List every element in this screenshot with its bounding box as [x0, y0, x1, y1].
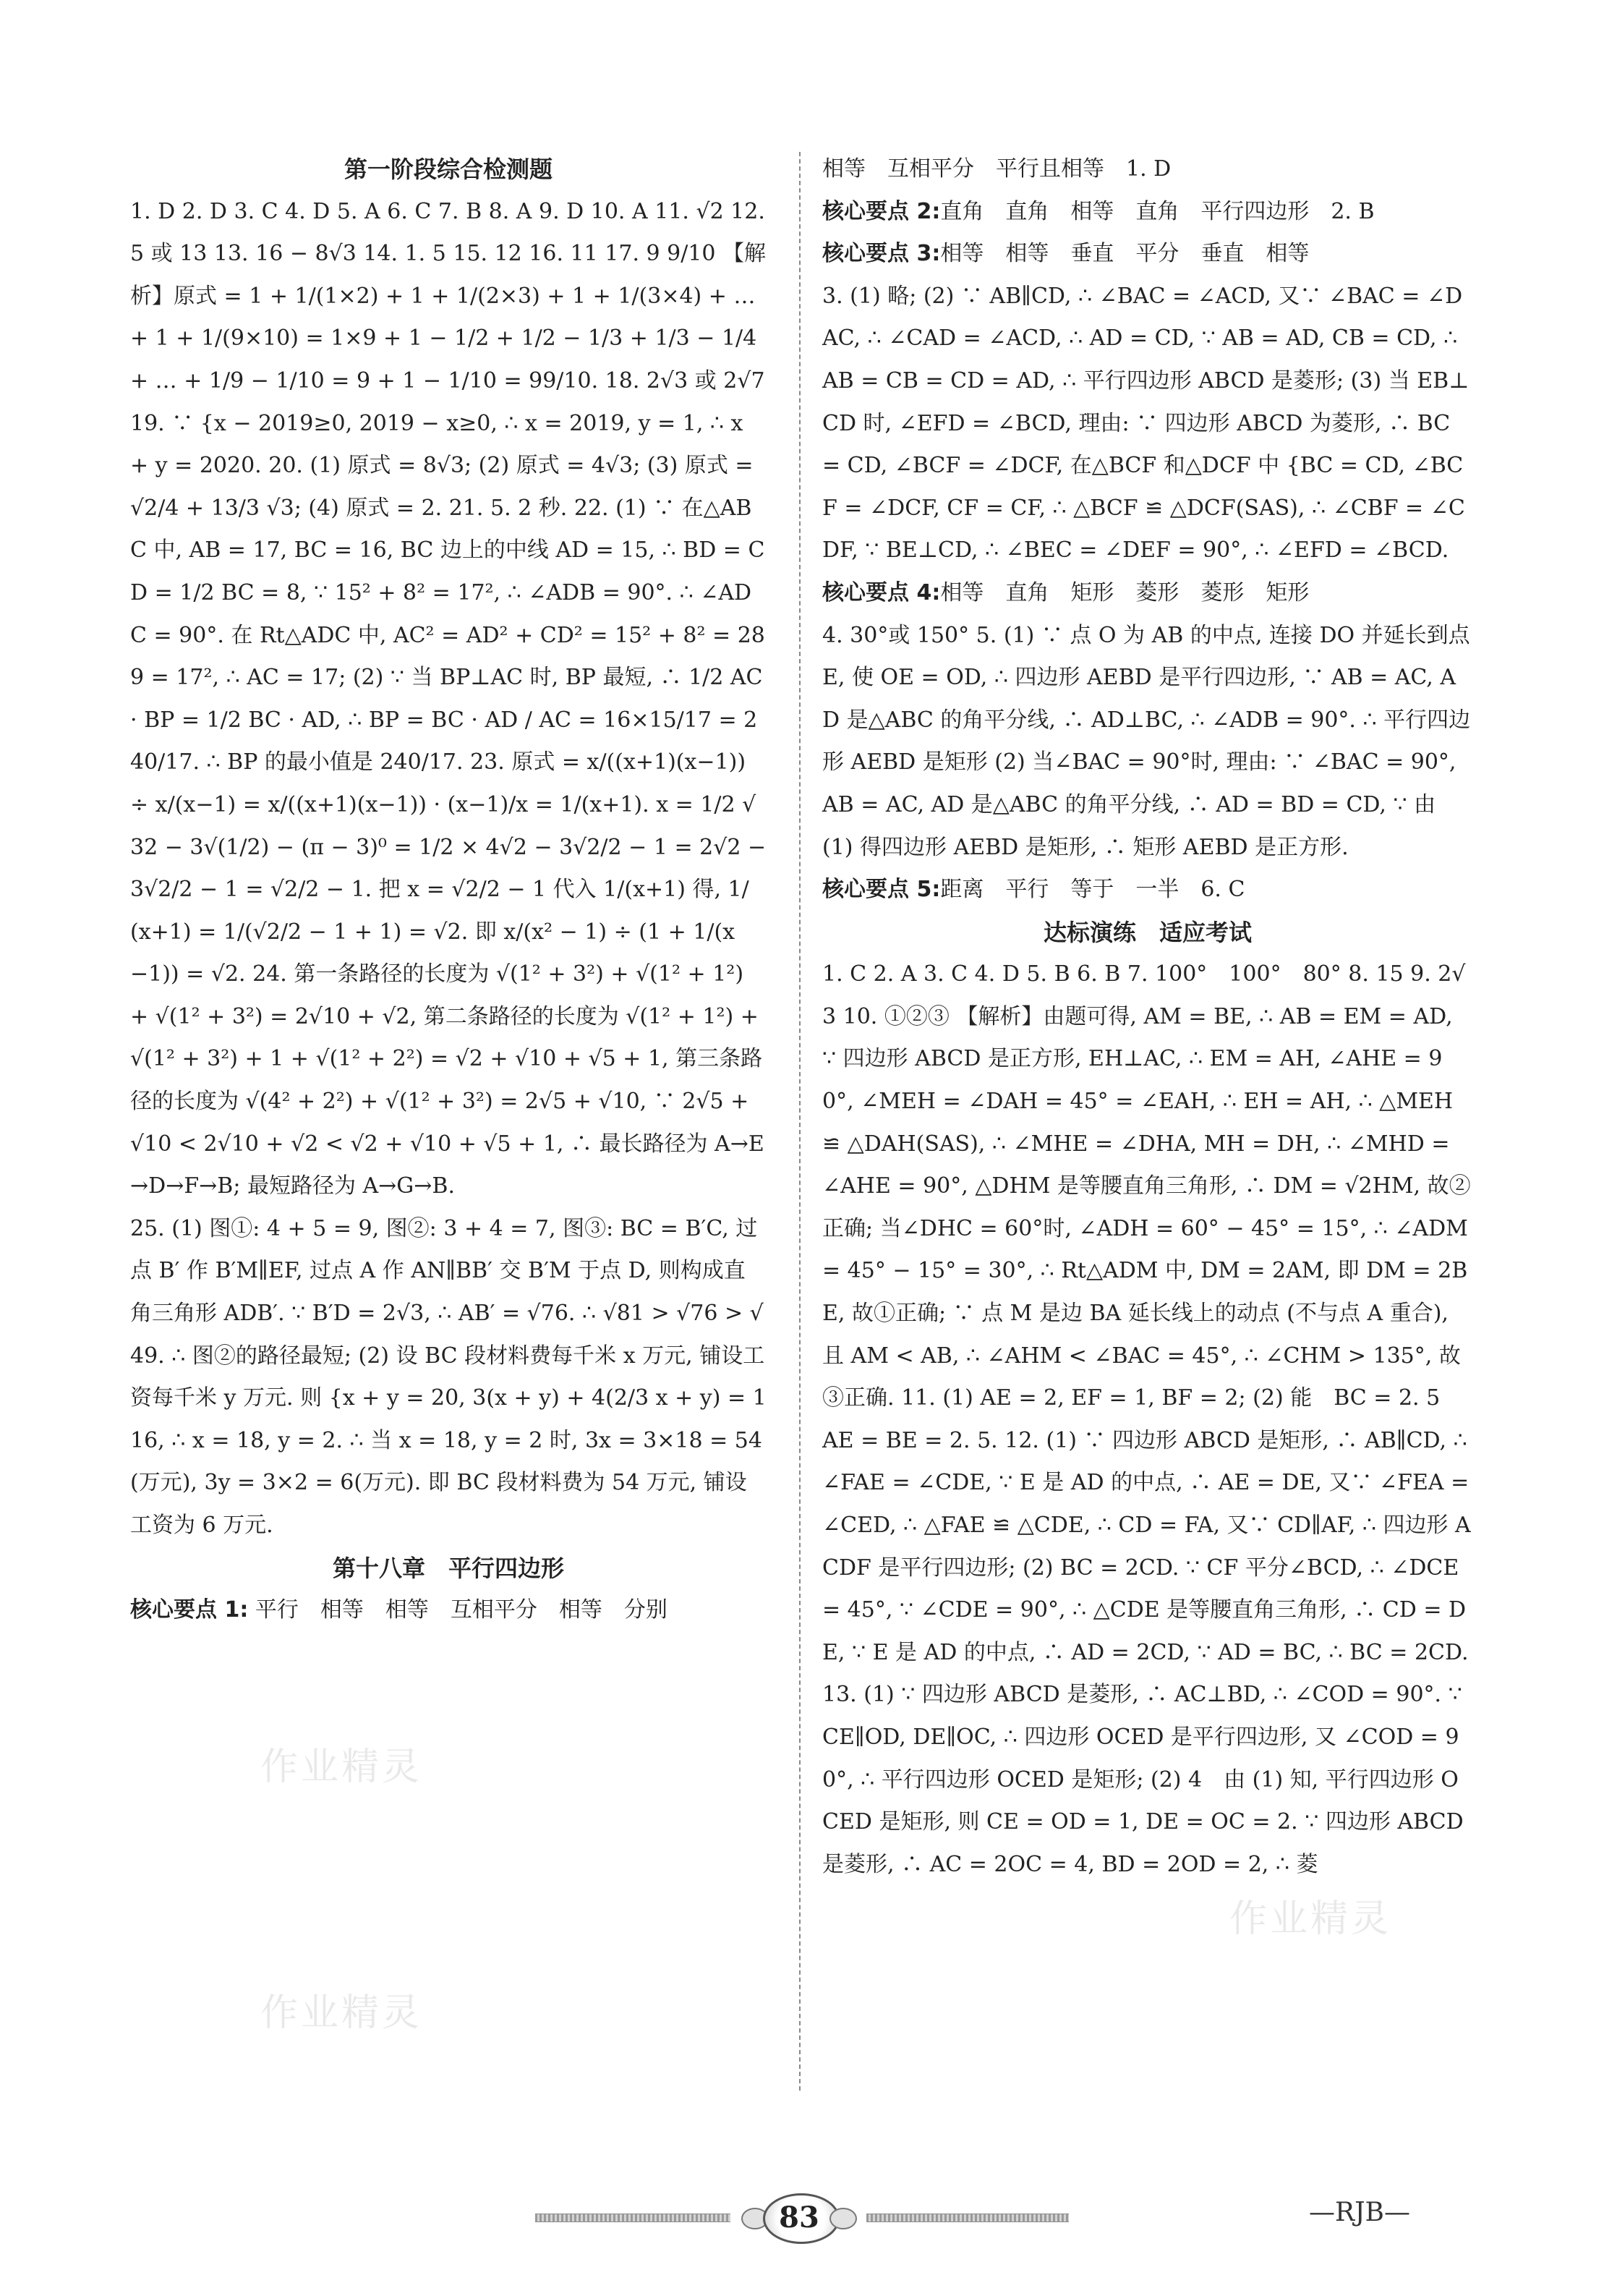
section-title-stage-one-test: 第一阶段综合检测题: [344, 156, 553, 183]
key-point-3-label: 核心要点 3:: [822, 241, 941, 267]
key-point-2-text: 直角 直角 相等 直角 平行四边形 2. B: [940, 198, 1375, 224]
left-column: [130, 148, 767, 1632]
key-point-1-continued: 相等 互相平分 平行且相等 1. D: [822, 156, 1172, 182]
key-point-3: [822, 233, 1473, 276]
footer-band-left: [535, 2214, 730, 2222]
key-point-3-text: 相等 相等 垂直 平分 垂直 相等: [940, 241, 1310, 267]
key-point-1: [130, 1589, 767, 1632]
page-number: 83: [779, 2200, 819, 2235]
footer-band-right: [866, 2214, 1069, 2222]
key-point-5-label: 核心要点 5:: [822, 877, 941, 903]
section-title-chapter-18: 第十八章 平行四边形: [332, 1554, 564, 1582]
watermark-upper-left: 作业精灵: [260, 1746, 423, 1789]
key-point-1-text: 平行 相等 相等 互相平分 相等 分别: [255, 1597, 667, 1623]
watermark-lower-right: 作业精灵: [1229, 1897, 1392, 1941]
section-title-practice: 达标演练 适应考试: [1043, 918, 1252, 946]
key-point-5: [822, 869, 1473, 911]
key-point-1-label: 核心要点 1:: [130, 1597, 249, 1623]
right-column: [822, 148, 1473, 1886]
stage-one-answers-part1: 1. D 2. D 3. C 4. D 5. A 6. C 7. B 8. A 9. D 10. A 11. √2 12. 5 或 13 13. 16 − 8√3 14. 1. 5 15. 12 16. 11 17. 9 9/10 【解析】原式 = 1 + 1/(1×2) + 1 + 1/(2×3) + 1 + 1/(3×4) + … + 1 + 1/(9×10) = 1×9 + 1 − 1/2 + 1/2 − 1/3 + 1/3 − 1/4 + … + 1/9 − 1/10 = 9 + 1 − 1/10 = 99/10. 18. 2√3 或 2√7 19. ∵ {x − 2019≥0, 2019 − x≥0, ∴ x = 2019, y = 1, ∴ x + y = 2020. 20. (1) 原式 = 8√3; (2) 原式 = 4√3; (3) 原式 = √2/4 + 13/3 √3; (4) 原式 = 2. 21. 5. 2 秒. 22. (1) ∵ 在△ABC 中, AB = 17, BC = 16, BC 边上的中线 AD = 15, ∴ BD = CD = 1/2 BC = 8, ∵ 15² + 8² = 17², ∴ ∠ADB = 90°. ∴ ∠ADC = 90°. 在 Rt△ADC 中, AC² = AD² + CD² = 15² + 8² = 289 = 17², ∴ AC = 17; (2) ∵ 当 BP⊥AC 时, BP 最短, ∴ 1/2 AC · BP = 1/2 BC · AD, ∴ BP = BC · AD / AC = 16×15/17 = 240/17. ∴ BP 的最小值是 240/17. 23. 原式 = x/((x+1)(x−1)) ÷ x/(x−1) = x/((x+1)(x−1)) · (x−1)/x = 1/(x+1). x = 1/2 √32 − 3√(1/2) − (π − 3)⁰ = 1/2 × 4√2 − 3√2/2 − 1 = 2√2 − 3√2/2 − 1 = √2/2 − 1. 把 x = √2/2 − 1 代入 1/(x+1) 得, 1/(x+1) = 1/(√2/2 − 1 + 1) = √2. 即 x/(x² − 1) ÷ (1 + 1/(x−1)) = √2. 24. 第一条路径的长度为 √(1² + 3²) + √(1² + 1²) + √(1² + 3²) = 2√10 + √2, 第二条路径的长度为 √(1² + 1²) + √(1² + 3²) + 1 + √(1² + 2²) = √2 + √10 + √5 + 1, 第三条路径的长度为 √(4² + 2²) + √(1² + 3²) = 2√5 + √10, ∵ 2√5 + √10 < 2√10 + √2 < √2 + √10 + √5 + 1, ∴ 最长路径为 A→E→D→F→B; 最短路径为 A→G→B.: [130, 198, 767, 1199]
key-point-2-label: 核心要点 2:: [822, 198, 941, 224]
key-point-5-text: 距离 平行 等于 一半 6. C: [940, 877, 1245, 903]
edition-tag: —RJB—: [1309, 2198, 1410, 2227]
practice-answers: 1. C 2. A 3. C 4. D 5. B 6. B 7. 100° 100° 80° 8. 15 9. 2√3 10. ①②③ 【解析】由题可得, AM = BE, ∴ AB = EM = AD, ∵ 四边形 ABCD 是正方形, EH⊥AC, ∴ EM = AH, ∠AHE = 90°, ∠MEH = ∠DAH = 45° = ∠EAH, ∴ EH = AH, ∴ △MEH ≌ △DAH(SAS), ∴ ∠MHE = ∠DHA, MH = DH, ∴ ∠MHD = ∠AHE = 90°, △DHM 是等腰直角三角形, ∴ DM = √2HM, 故②正确; 当∠DHC = 60°时, ∠ADH = 60° − 45° = 15°, ∴ ∠ADM = 45° − 15° = 30°, ∴ Rt△ADM 中, DM = 2AM, 即 DM = 2BE, 故①正确; ∵ 点 M 是边 BA 延长线上的动点 (不与点 A 重合), 且 AM < AB, ∴ ∠AHM < ∠BAC = 45°, ∴ ∠CHM > 135°, 故③正确. 11. (1) AE = 2, EF = 1, BF = 2; (2) 能 BC = 2. 5 AE = BE = 2. 5. 12. (1) ∵ 四边形 ABCD 是矩形, ∴ AB∥CD, ∴ ∠FAE = ∠CDE, ∵ E 是 AD 的中点, ∴ AE = DE, 又∵ ∠FEA = ∠CED, ∴ △FAE ≌ △CDE, ∴ CD = FA, 又∵ CD∥AF, ∴ 四边形 ACDF 是平行四边形; (2) BC = 2CD. ∵ CF 平分∠BCD, ∴ ∠DCE = 45°, ∵ ∠CDE = 90°, ∴ △CDE 是等腰直角三角形, ∴ CD = DE, ∵ E 是 AD 的中点, ∴ AD = 2CD, ∵ AD = BC, ∴ BC = 2CD. 13. (1) ∵ 四边形 ABCD 是菱形, ∴ AC⊥BD, ∴ ∠COD = 90°. ∵ CE∥OD, DE∥OC, ∴ 四边形 OCED 是平行四边形, 又 ∠COD = 90°, ∴ 平行四边形 OCED 是矩形; (2) 4 由 (1) 知, 平行四边形 OCED 是矩形, 则 CE = OD = 1, DE = OC = 2. ∵ 四边形 ABCD 是菱形, ∴ AC = 2OC = 4, BD = 2OD = 2, ∴ 菱: [822, 961, 1471, 1877]
question-3-solution: 3. (1) 略; (2) ∵ AB∥CD, ∴ ∠BAC = ∠ACD, 又∵ ∠BAC = ∠DAC, ∴ ∠CAD = ∠ACD, ∴ AD = CD, ∵ AB = AD, CB = CD, ∴ AB = CB = CD = AD, ∴ 平行四边形 ABCD 是菱形; (3) 当 EB⊥CD 时, ∠EFD = ∠BCD, 理由: ∵ 四边形 ABCD 为菱形, ∴ BC = CD, ∠BCF = ∠DCF, 在△BCF 和△DCF 中 {BC = CD, ∠BCF = ∠DCF, CF = CF, ∴ △BCF ≌ △DCF(SAS), ∴ ∠CBF = ∠CDF, ∵ BE⊥CD, ∴ ∠BEC = ∠DEF = 90°, ∴ ∠EFD = ∠BCD.: [822, 283, 1469, 564]
key-point-4-label: 核心要点 4:: [822, 579, 941, 605]
stage-one-answers-part2: 25. (1) 图①: 4 + 5 = 9, 图②: 3 + 4 = 7, 图③: BC = B′C, 过点 B′ 作 B′M∥EF, 过点 A 作 AN∥BB′ 交 B′M 于点 D, 则构成直角三角形 ADB′. ∵ B′D = 2√3, ∴ AB′ = √76. ∴ √81 > √76 > √49. ∴ 图②的路径最短; (2) 设 BC 段材料费每千米 x 万元, 铺设工资每千米 y 万元. 则 {x + y = 20, 3(x + y) + 4(2/3 x + y) = 116, ∴ x = 18, y = 2. ∴ 当 x = 18, y = 2 时, 3x = 3×18 = 54(万元), 3y = 3×2 = 6(万元). 即 BC 段材料费为 54 万元, 铺设工资为 6 万元.: [130, 1215, 767, 1538]
question-4-5-solution: 4. 30°或 150° 5. (1) ∵ 点 O 为 AB 的中点, 连接 DO 并延长到点 E, 使 OE = OD, ∴ 四边形 AEBD 是平行四边形, ∵ AB = AC, AD 是△ABC 的角平分线, ∴ AD⊥BC, ∴ ∠ADB = 90°. ∴ 平行四边形 AEBD 是矩形 (2) 当∠BAC = 90°时, 理由: ∵ ∠BAC = 90°, AB = AC, AD 是△ABC 的角平分线, ∴ AD = BD = CD, ∵ 由 (1) 得四边形 AEBD 是矩形, ∴ 矩形 AEBD 是正方形.: [822, 622, 1471, 860]
key-point-2: [822, 191, 1473, 234]
key-point-4-text: 相等 直角 矩形 菱形 菱形 矩形: [940, 579, 1310, 605]
badge-ornament-right-icon: [829, 2208, 857, 2229]
page-number-badge: [741, 2193, 857, 2241]
watermark-lower-left: 作业精灵: [260, 1991, 423, 2035]
key-point-4: [822, 572, 1473, 615]
column-divider: [799, 152, 801, 2091]
